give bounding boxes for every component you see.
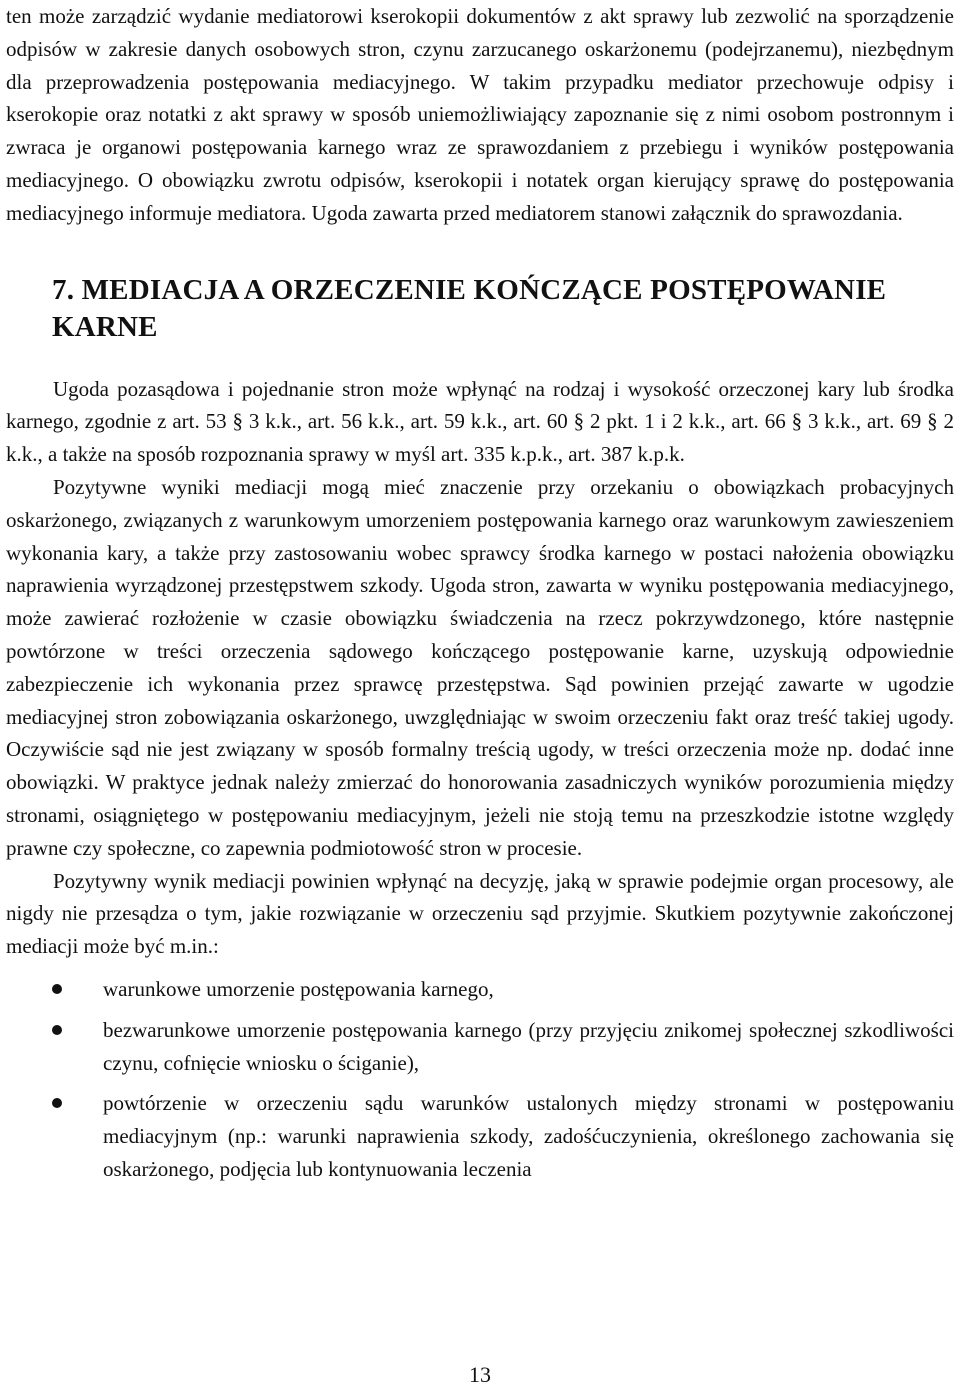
- list-item-text: powtórzenie w orzeczeniu sądu warunków ustalonych między stronami w postępowaniu mediacyjnym (np.: warunki naprawienia szkody, zadośćuczynienia, określonego zachowania się oskarżonego, podjęcia lub kontynuowania leczenia: [103, 1091, 954, 1181]
- paragraph-3: Pozytywny wynik mediacji powinien wpłynąć na decyzję, jaką w sprawie podejmie organ procesowy, ale nigdy nie przesądza o tym, jakie rozwiązanie w orzeczeniu sąd przyjmie. Skutkiem pozytywnie zakończonej mediacji może być m.in.:: [6, 868, 954, 959]
- bullet-icon: [52, 984, 62, 994]
- list-item: [6, 973, 954, 1006]
- paragraph-1: Ugoda pozasądowa i pojednanie stron może wpłynąć na rodzaj i wysokość orzeczonej kary lub środka karnego, zgodnie z art. 53 § 3 k.k., art. 56 k.k., art. 59 k.k., art. 60 § 2 pkt. 1 i 2 k.k., art. 66 § 3 k.k., art. 69 § 2 k.k., a także na sposób rozpoznania sprawy w myśl art. 335 k.p.k., art. 387 k.p.k.: [6, 376, 954, 467]
- section-heading: 7. MEDIACJA A ORZECZENIE KOŃCZĄCE POSTĘPOWANIE KARNE: [52, 273, 887, 343]
- list-item: [6, 1087, 954, 1185]
- effects-list: [6, 973, 954, 1186]
- section-spacer: [6, 230, 954, 272]
- bullet-icon: [52, 1025, 62, 1035]
- list-item-text: warunkowe umorzenie postępowania karnego,: [103, 976, 494, 1001]
- heading-spacer: [6, 346, 954, 373]
- page-number: 13: [469, 1362, 491, 1387]
- bullet-icon: [52, 1098, 62, 1108]
- paragraph-2: Pozytywne wyniki mediacji mogą mieć znaczenie przy orzekaniu o obowiązkach probacyjnych oskarżonego, związanych z warunkowym umorzeniem postępowania karnego oraz warunkowym zawieszeniem wykonania kary, a także przy zastosowaniu wobec sprawcy środka karnego w postaci nałożenia obowiązku naprawienia wyrządzonej przestępstwem szkody. Ugoda stron, zawarta w wyniku postępowania mediacyjnego, może zawierać rozłożenie w czasie obowiązku świadczenia na rzecz pokrzywdzonego, które następnie powtórzone w treści orzeczenia sądowego kończącego postępowanie karne, uzyskują odpowiednie zabezpieczenie ich wykonania przez sprawcę przestępstwa. Sąd powinien przejąć zawarte w ugodzie mediacyjnej stron zobowiązania oskarżonego, uwzględniając w swoim orzeczeniu fakt oraz treść takiej ugody. Oczywiście sąd nie jest związany w sposób formalny treścią ugody, w treści orzeczenia może np. dodać inne obowiązki. W praktyce jednak należy zmierzać do honorowania zasadniczych wyników porozumienia między stronami, osiągniętego w postępowaniu mediacyjnym, jeżeli nie stoją temu na przeszkodzie istotne względy prawne czy społeczne, co zapewnia podmiotowość stron w procesie.: [6, 474, 954, 860]
- list-item: [6, 1014, 954, 1080]
- list-item-text: bezwarunkowe umorzenie postępowania karnego (przy przyjęciu znikomej społecznej szkodliwości czynu, cofnięcie wniosku o ściganie),: [103, 1017, 954, 1075]
- paragraph-intro: ten może zarządzić wydanie mediatorowi kserokopii dokumentów z akt sprawy lub zezwolić na sporządzenie odpisów w zakresie danych osobowych stron, czynu zarzucanego oskarżonemu (podejrzanemu), niezbędnym dla przeprowadzenia postępowania mediacyjnego. W takim przypadku mediator przechowuje odpisy i kserokopie oraz notatki z akt sprawy w sposób uniemożliwiający zapoznanie się z nimi osobom postronnym i zwraca je organowi postępowania karnego wraz ze sprawozdaniem z przebiegu i wyników postępowania mediacyjnego. O obowiązku zwrotu odpisów, kserokopii i notatek organ kierujący sprawę do postępowania mediacyjnego informuje mediatora. Ugoda zawarta przed mediatorem stanowi załącznik do sprawozdania.: [6, 4, 954, 225]
